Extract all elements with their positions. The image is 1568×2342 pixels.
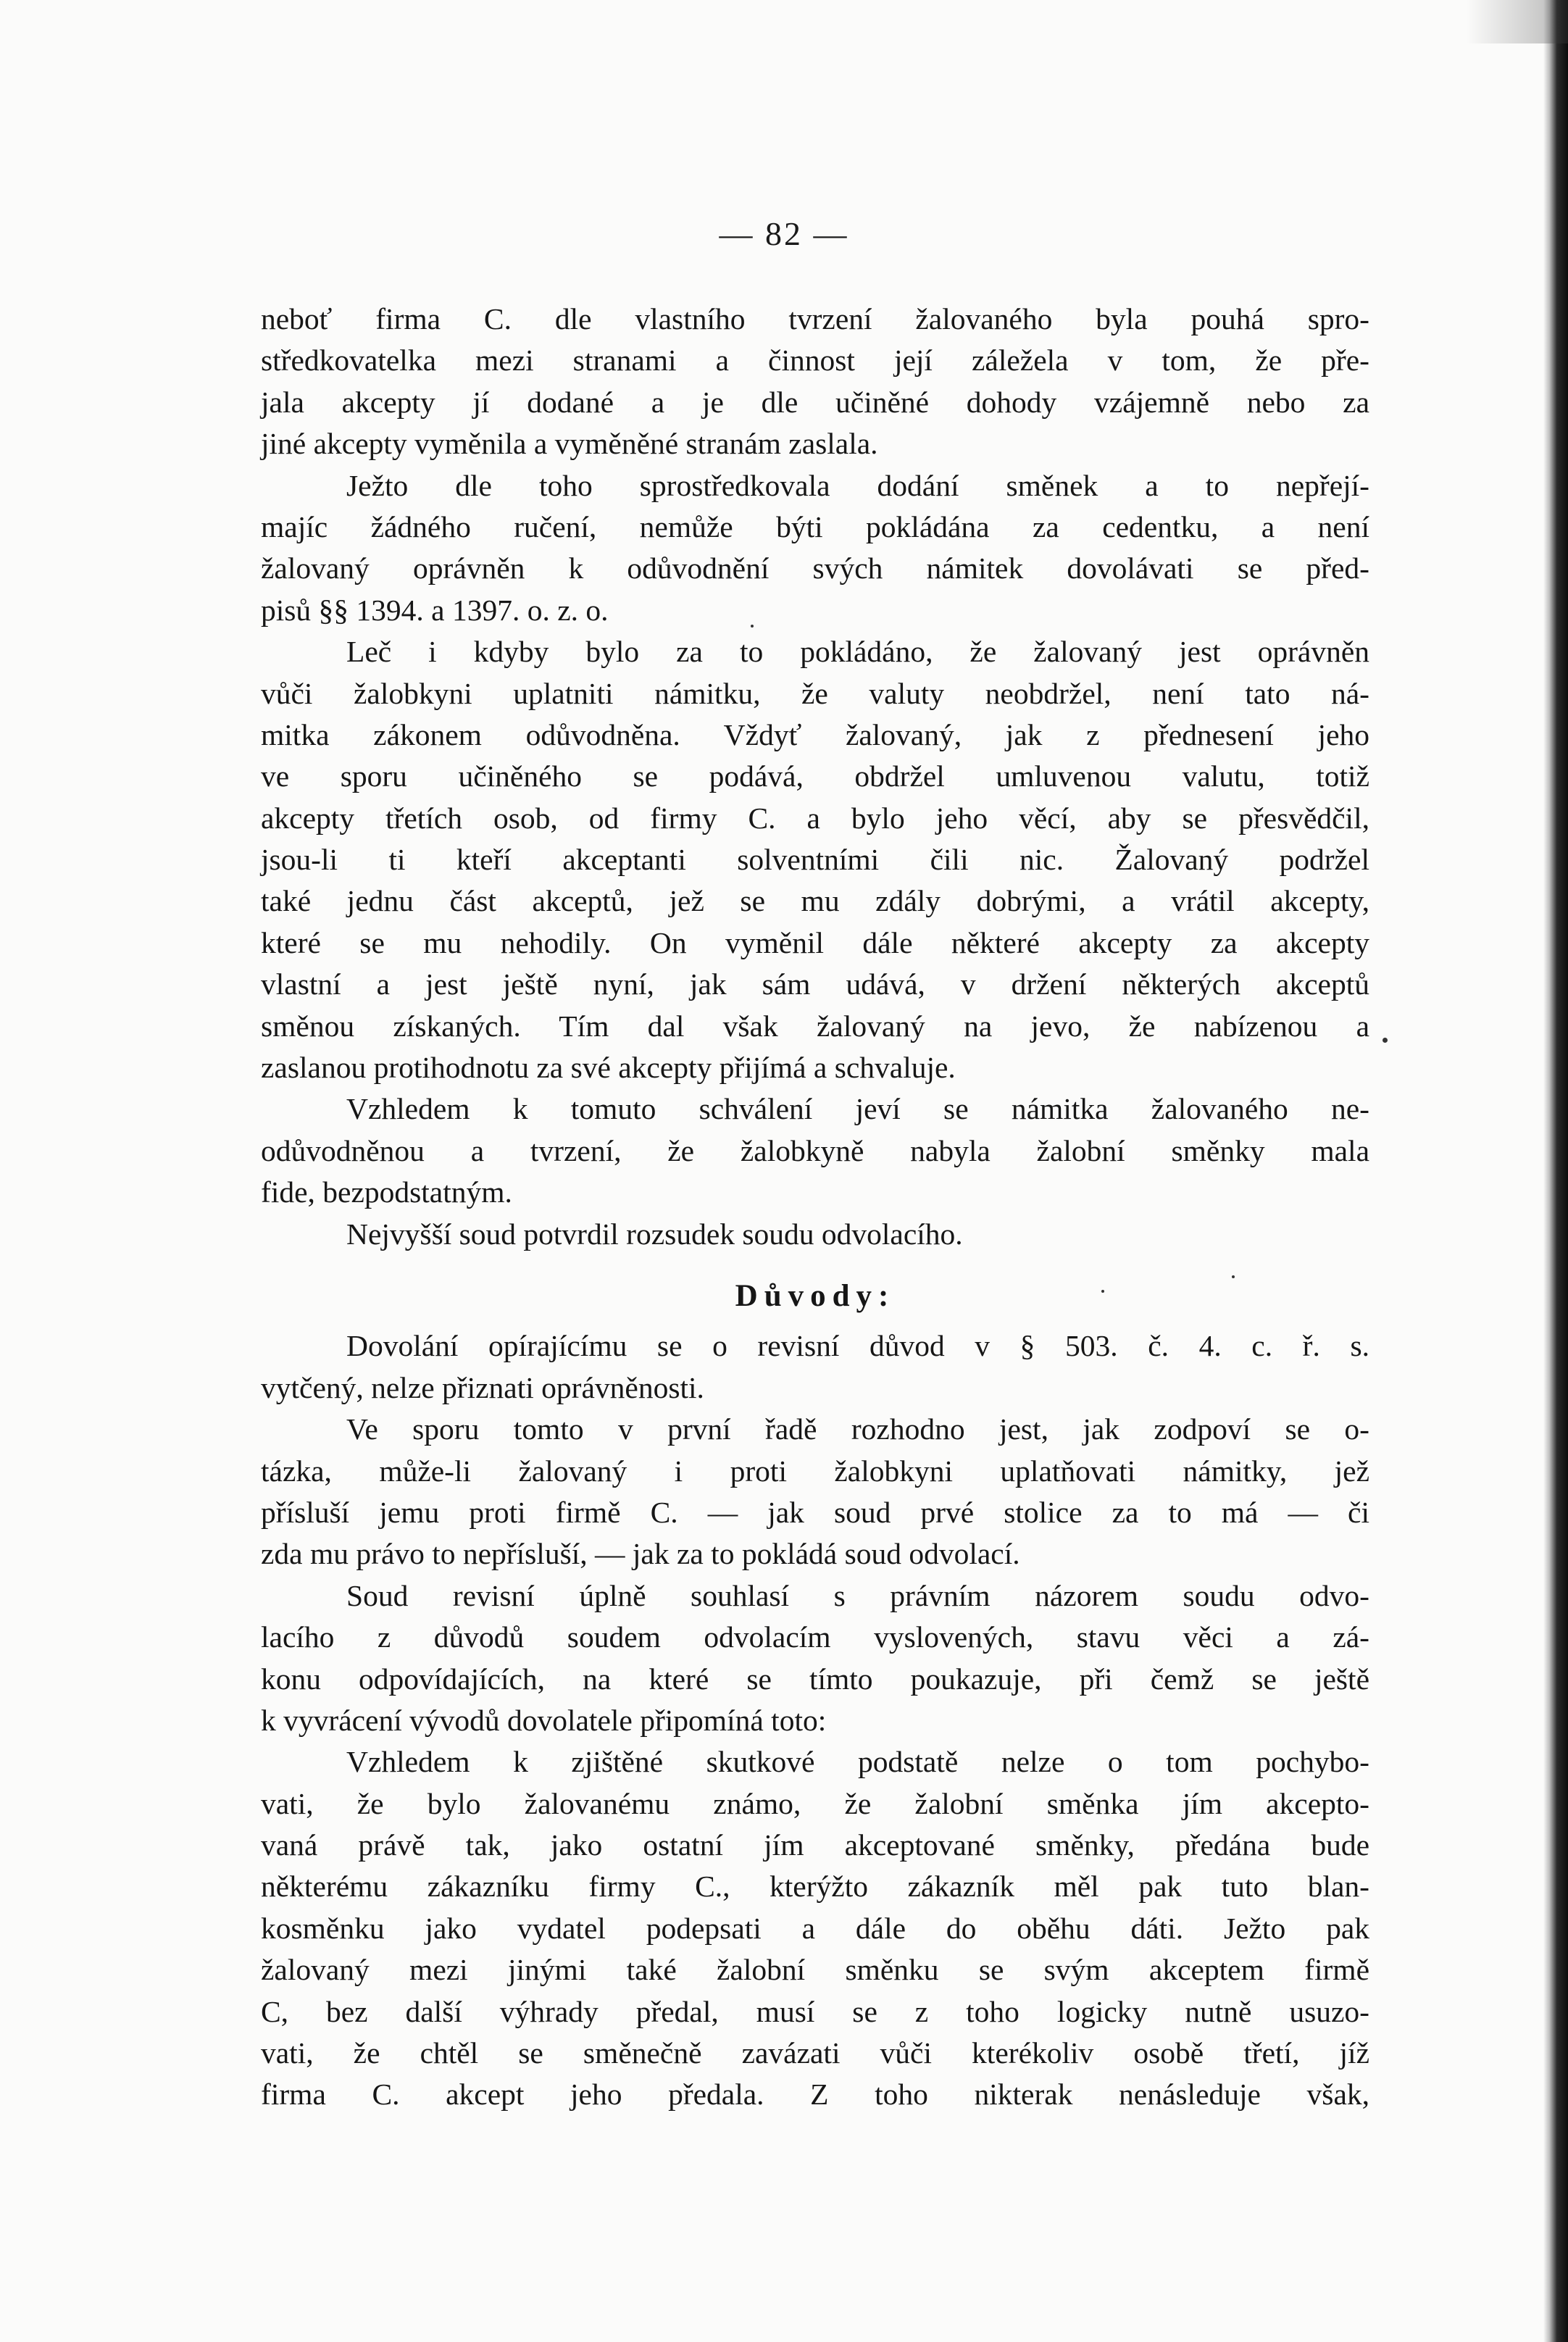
text-line: Ježto dle toho sprostředkovala dodání směnek a to nepřejí- bbox=[346, 468, 1369, 502]
text-line: C, bez další výhrady předal, musí se z toho logicky nutně usuzo- bbox=[261, 1994, 1369, 2028]
text-line: mitka zákonem odůvodněna. Vždyť žalovaný, jak z přednesení jeho bbox=[261, 717, 1369, 751]
text-line: jiné akcepty vyměnila a vyměněné stranám zaslala. bbox=[261, 427, 878, 461]
text-line: Nejvyšší soud potvrdil rozsudek soudu odvolacího. bbox=[346, 1217, 963, 1251]
text-line: zda mu právo to nepřísluší, — jak za to pokládá soud odvolací. bbox=[261, 1537, 1020, 1571]
text-line: odůvodněnou a tvrzení, že žalobkyně nabyla žalobní směnky mala bbox=[261, 1133, 1369, 1167]
text-line: vati, že chtěl se směnečně zavázati vůči kterékoliv osobě třetí, jíž bbox=[261, 2036, 1369, 2070]
text-line: akcepty třetích osob, od firmy C. a bylo jeho věcí, aby se přesvědčil, bbox=[261, 801, 1369, 835]
text-line: vlastní a jest ještě nyní, jak sám udává, v držení některých akceptů bbox=[261, 967, 1369, 1001]
text-line: vůči žalobkyni uplatniti námitku, že valuty neobdržel, není tato ná- bbox=[261, 676, 1369, 710]
text-line: Dovolání opírajícímu se o revisní důvod v § 503. č. 4. c. ř. s. bbox=[346, 1329, 1369, 1363]
text-line: vaná právě tak, jako ostatní jím akceptované směnky, předána bude bbox=[261, 1828, 1369, 1862]
text-line: jala akcepty jí dodané a je dle učiněné dohody vzájemně nebo za bbox=[261, 385, 1369, 419]
text-line: Soud revisní úplně souhlasí s právním názorem soudu odvo- bbox=[346, 1578, 1369, 1612]
text-line: Vzhledem k zjištěné skutkové podstatě nelze o tom pochybo- bbox=[346, 1745, 1369, 1779]
scan-speck bbox=[1383, 1038, 1388, 1043]
text-line: kosměnku jako vydatel podepsati a dále do oběhu dáti. Ježto pak bbox=[261, 1911, 1369, 1945]
text-line: středkovatelka mezi stranami a činnost její záležela v tom, že pře- bbox=[261, 343, 1369, 378]
text-line: Ve sporu tomto v první řadě rozhodno jest, jak zodpoví se o- bbox=[346, 1412, 1369, 1446]
text-line: pisů §§ 1394. a 1397. o. z. o. bbox=[261, 593, 609, 627]
text-line: žalovaný oprávněn k odůvodnění svých námitek dovolávati se před- bbox=[261, 551, 1369, 586]
text-line: tázka, může-li žalovaný i proti žalobkyni uplatňovati námitky, jež bbox=[261, 1454, 1369, 1488]
text-line: k vyvrácení vývodů dovolatele připomíná toto: bbox=[261, 1703, 827, 1737]
text-line: vytčený, nelze přiznati oprávněnosti. bbox=[261, 1370, 704, 1404]
text-line: firma C. akcept jeho předala. Z toho nikterak nenásleduje však, bbox=[261, 2078, 1369, 2112]
text-line: vati, že bylo žalovanému známo, že žalobní směnka jím akcepto- bbox=[261, 1786, 1369, 1820]
page-number: — 82 — bbox=[719, 215, 849, 252]
text-line: jsou-li ti kteří akceptanti solventními čili nic. Žalovaný podržel bbox=[261, 843, 1369, 877]
text-line: směnou získaných. Tím dal však žalovaný na jevo, že nabízenou a bbox=[261, 1009, 1369, 1043]
section-heading: Důvody: bbox=[735, 1278, 896, 1313]
body-text bbox=[261, 299, 1369, 2116]
text-line: fide, bezpodstatným. bbox=[261, 1175, 512, 1209]
text-line: lacího z důvodů soudem odvolacím vyslovených, stavu věci a zá- bbox=[261, 1620, 1369, 1654]
scan-speck bbox=[751, 625, 754, 628]
text-line: zaslanou protihodnotu za své akcepty přijímá a schvaluje. bbox=[261, 1051, 956, 1085]
scan-speck bbox=[1232, 1275, 1235, 1278]
scan-speck bbox=[1101, 1290, 1104, 1293]
text-line: Leč i kdyby bylo za to pokládáno, že žalovaný jest oprávněn bbox=[346, 635, 1369, 669]
text-line: žalovaný mezi jinými také žalobní směnku se svým akceptem firmě bbox=[261, 1953, 1369, 1987]
text-line: majíc žádného ručení, nemůže býti pokládána za cedentku, a není bbox=[261, 509, 1369, 543]
scan-corner-shadow bbox=[1467, 0, 1568, 43]
text-line: konu odpovídajících, na které se tímto poukazuje, při čemž se ještě bbox=[261, 1662, 1369, 1696]
scan-page-edge bbox=[1543, 0, 1568, 2342]
text-line: neboť firma C. dle vlastního tvrzení žalovaného byla pouhá spro- bbox=[261, 302, 1369, 336]
text-line: přísluší jemu proti firmě C. — jak soud prvé stolice za to má — či bbox=[261, 1495, 1369, 1529]
text-line: Vzhledem k tomuto schválení jeví se námitka žalovaného ne- bbox=[346, 1092, 1369, 1126]
text-line: také jednu část akceptů, jež se mu zdály dobrými, a vrátil akcepty, bbox=[261, 884, 1369, 918]
text-line: které se mu nehodily. On vyměnil dále některé akcepty za akcepty bbox=[261, 925, 1369, 959]
text-line: ve sporu učiněného se podává, obdržel umluvenou valutu, totiž bbox=[261, 759, 1369, 793]
text-line: některému zákazníku firmy C., kterýžto zákazník měl pak tuto blan- bbox=[261, 1870, 1369, 1904]
